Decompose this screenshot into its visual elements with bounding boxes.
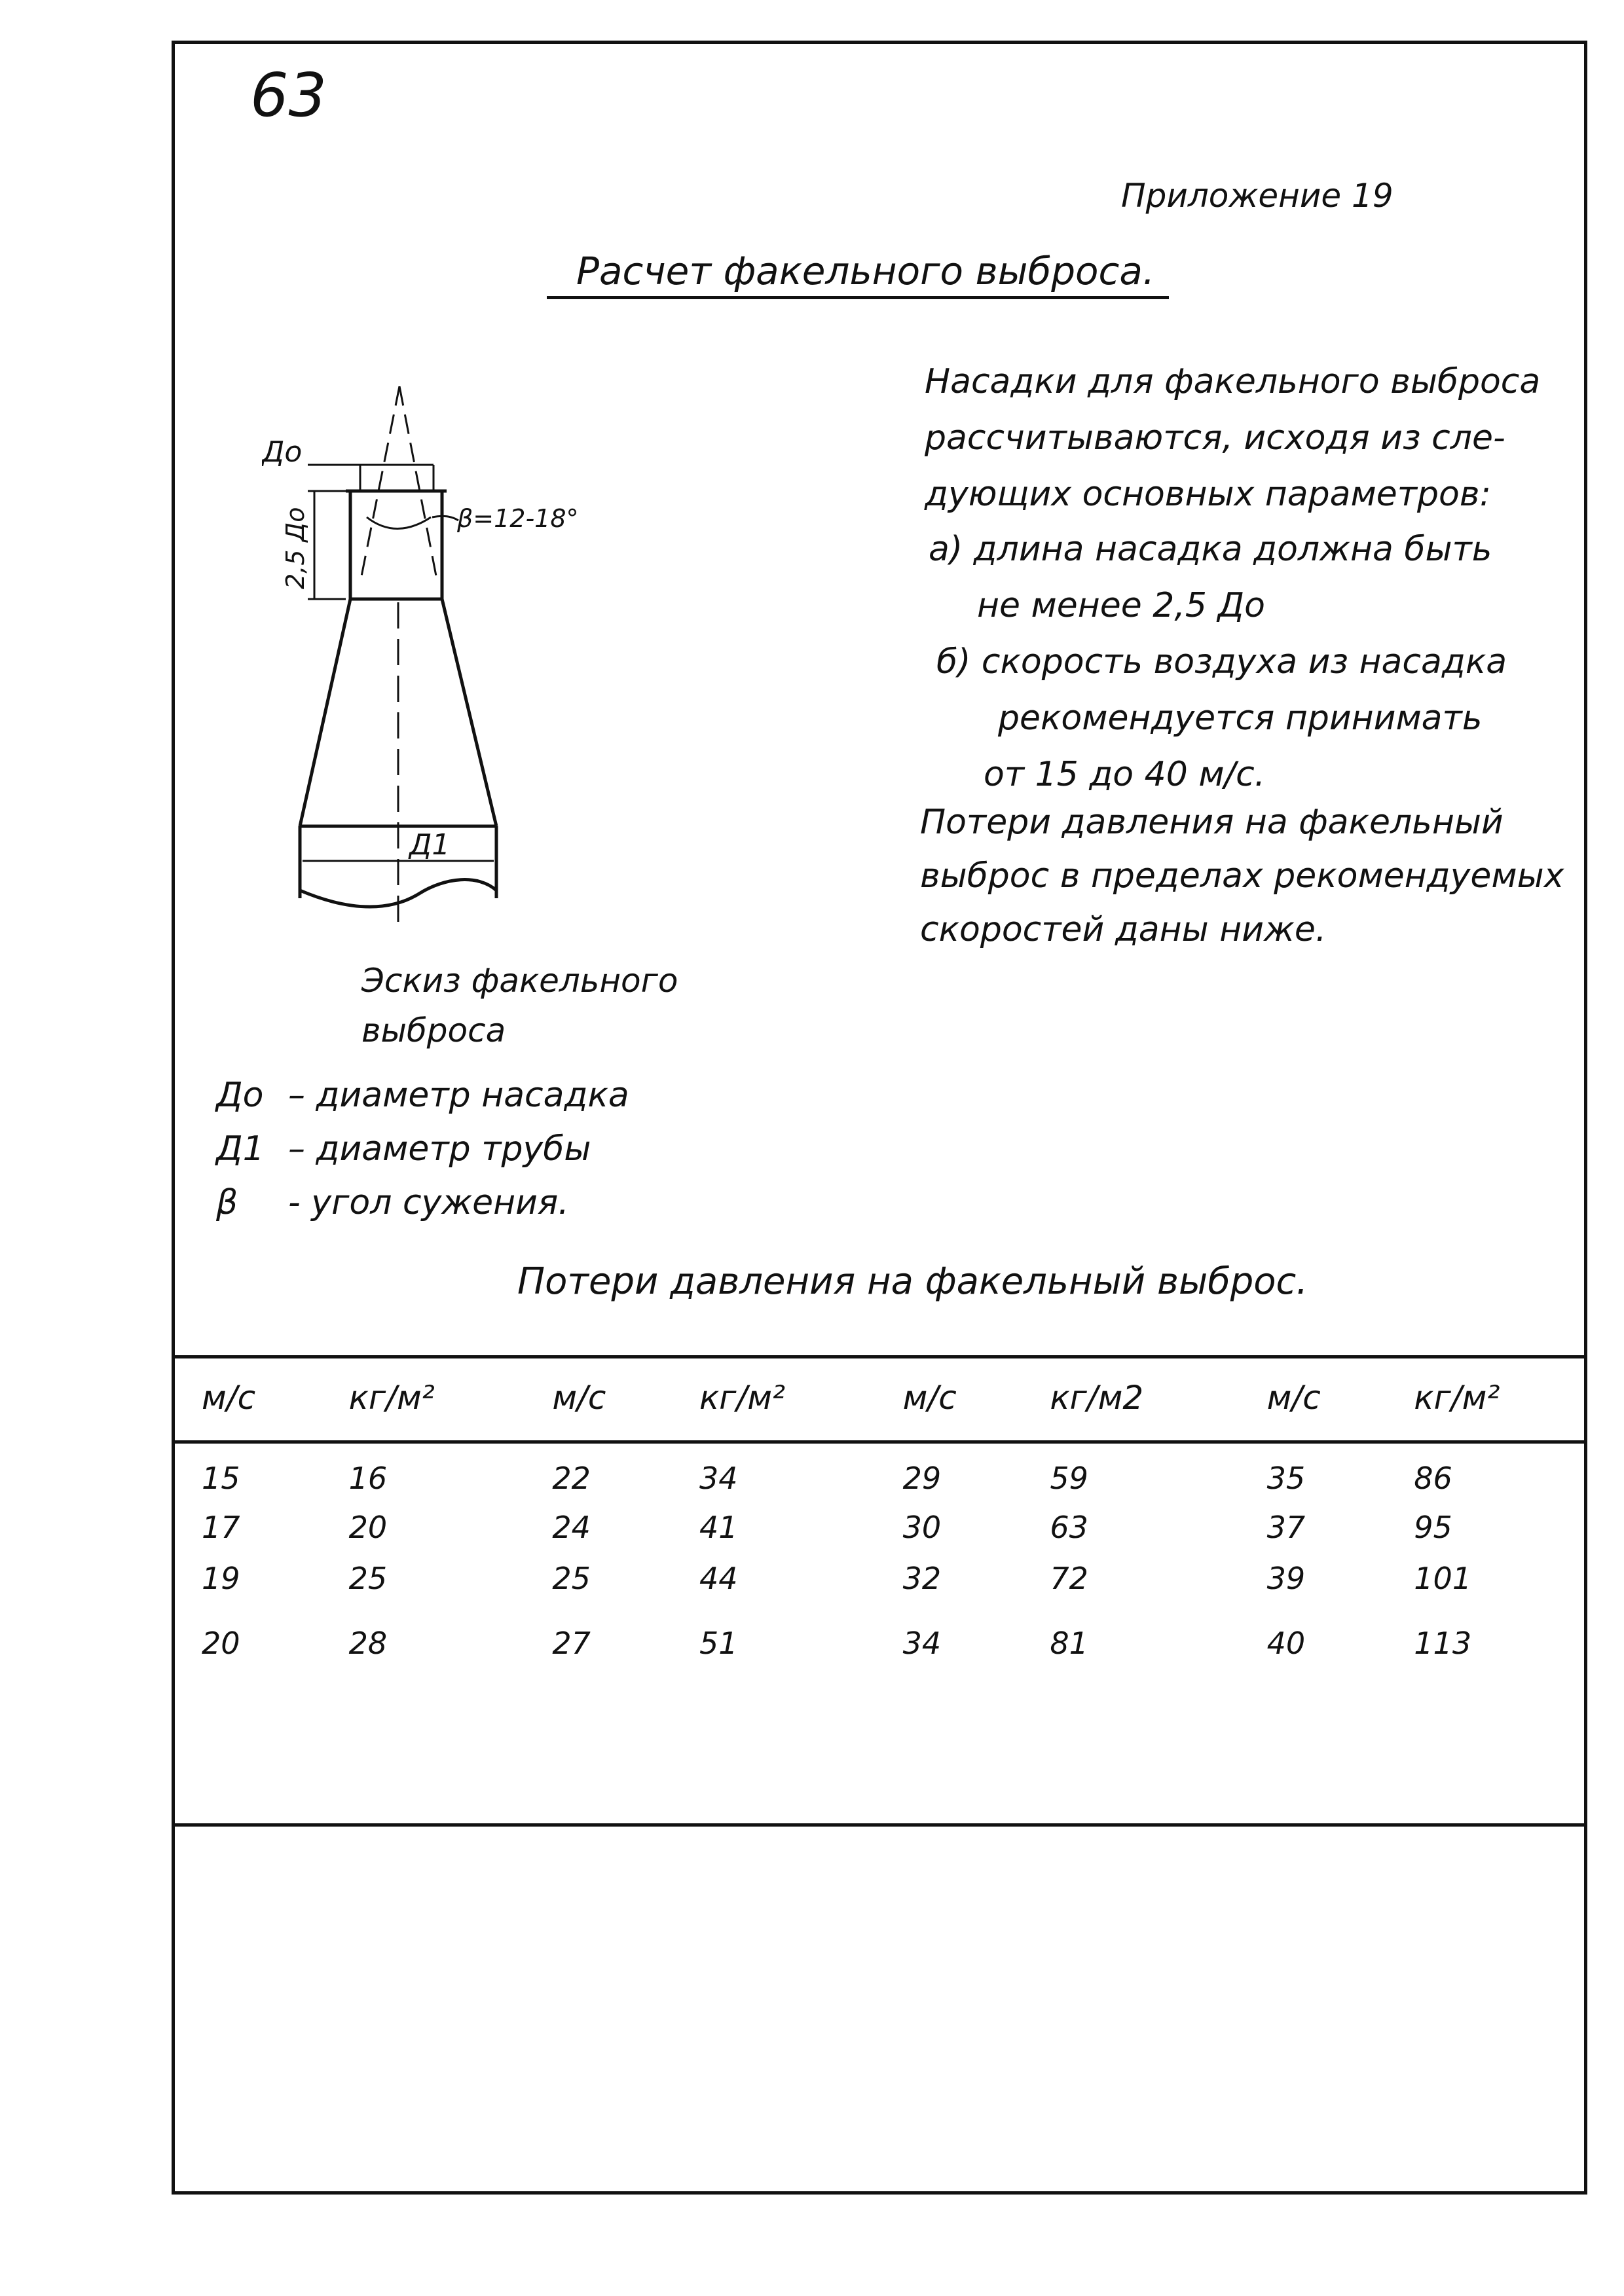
table-cell: 15	[202, 1461, 240, 1496]
table-cell: 37	[1266, 1510, 1306, 1545]
legend-row-d0	[216, 1068, 629, 1122]
table-cell: 20	[348, 1510, 388, 1545]
table-cell: 28	[348, 1626, 388, 1661]
losses-line: выброс в пределах рекомендуемых	[920, 856, 1564, 896]
table-cell: 19	[202, 1561, 240, 1596]
item-b-line: рекомендуется принимать	[998, 699, 1483, 738]
table-cell: 24	[552, 1510, 591, 1545]
table-cell: 34	[699, 1461, 738, 1496]
table-cell: 20	[202, 1626, 240, 1661]
table-cell: 101	[1414, 1561, 1472, 1596]
legend-text: – диаметр насадка	[288, 1076, 629, 1115]
table-row	[172, 1440, 1587, 1502]
item-b	[929, 634, 1507, 803]
table-cell: 44	[699, 1561, 738, 1596]
beta-label: β=12-18°	[457, 504, 579, 533]
intro-line: дующих основных параметров:	[925, 475, 1492, 514]
table-cell: 113	[1414, 1626, 1472, 1661]
table-cell: 35	[1266, 1461, 1306, 1496]
losses-paragraph	[920, 795, 1564, 957]
d1-label: Д1	[409, 828, 451, 862]
table-cell: 86	[1414, 1461, 1452, 1496]
header-cell: кг/м2	[1050, 1379, 1144, 1417]
table-cell: 41	[699, 1510, 738, 1545]
table-cell: 39	[1266, 1561, 1306, 1596]
intro-paragraph	[925, 354, 1540, 522]
title-underline	[547, 296, 1169, 299]
losses-line: скоростей даны ниже.	[920, 910, 1327, 949]
page-number: 63	[250, 60, 327, 130]
item-b-line: б) скорость воздуха из насадка	[936, 642, 1507, 682]
losses-line: Потери давления на факельный	[920, 803, 1504, 842]
legend-symbol: β	[216, 1183, 238, 1222]
d0-label: До	[262, 435, 303, 469]
table-cell: 59	[1050, 1461, 1088, 1496]
header-cell: кг/м²	[1414, 1379, 1500, 1417]
legend-symbol: До	[216, 1076, 264, 1115]
table-cell: 16	[348, 1461, 388, 1496]
sketch-caption	[361, 956, 678, 1055]
losses-table	[172, 1355, 1587, 1683]
table-cell: 32	[902, 1561, 942, 1596]
table-cell: 51	[699, 1626, 738, 1661]
legend-symbol: Д1	[216, 1129, 265, 1169]
table-cell: 22	[552, 1461, 591, 1496]
legend-text: – диаметр трубы	[288, 1129, 591, 1169]
caption-line: Эскиз факельного	[361, 962, 678, 1000]
table-row	[172, 1604, 1587, 1683]
legend	[216, 1068, 629, 1230]
convergence-left	[360, 386, 399, 583]
table-row	[172, 1502, 1587, 1553]
legend-text: - угол сужения.	[288, 1183, 569, 1222]
table-cell: 25	[348, 1561, 388, 1596]
header-cell: кг/м²	[699, 1379, 786, 1417]
table-header-row	[172, 1355, 1587, 1440]
table-cell: 72	[1050, 1561, 1088, 1596]
cone-right-wall	[442, 599, 496, 826]
page-title: Расчет факельного выброса.	[576, 249, 1155, 293]
table-row	[172, 1553, 1587, 1604]
item-a	[929, 521, 1492, 634]
table-cell: 17	[202, 1510, 240, 1545]
table-cell: 25	[552, 1561, 591, 1596]
losses-table-box	[172, 1355, 1587, 1827]
table-cell: 81	[1050, 1626, 1088, 1661]
length-label: 2,5 До	[281, 507, 310, 589]
item-b-line: от 15 до 40 м/с.	[984, 755, 1266, 794]
caption-line: выброса	[361, 1011, 506, 1049]
table-cell: 29	[902, 1461, 942, 1496]
header-cell: м/с	[552, 1379, 606, 1417]
legend-row-d1	[216, 1122, 629, 1176]
intro-line: Насадки для факельного выброса	[925, 362, 1541, 401]
table-cell: 34	[902, 1626, 942, 1661]
item-a-line: а) длина насадка должна быть	[929, 530, 1492, 569]
header-cell: м/с	[202, 1379, 256, 1417]
convergence-right	[399, 386, 437, 583]
table-bottom-rule	[172, 1823, 1587, 1827]
table-title: Потери давления на факельный выброс.	[517, 1260, 1308, 1303]
intro-line: рассчитываются, исходя из сле-	[925, 418, 1505, 458]
table-cell: 95	[1414, 1510, 1452, 1545]
header-cell: кг/м²	[348, 1379, 435, 1417]
legend-row-beta	[216, 1176, 629, 1230]
header-cell: м/с	[902, 1379, 957, 1417]
cone-left-wall	[300, 599, 350, 826]
header-cell: м/с	[1266, 1379, 1321, 1417]
table-cell: 40	[1266, 1626, 1306, 1661]
table-cell: 30	[902, 1510, 942, 1545]
item-a-line: не менее 2,5 До	[977, 586, 1265, 625]
appendix-label: Приложение 19	[1121, 177, 1393, 215]
nozzle-sketch	[262, 386, 602, 923]
table-cell: 27	[552, 1626, 591, 1661]
beta-arc	[367, 517, 431, 529]
table-cell: 63	[1050, 1510, 1088, 1545]
